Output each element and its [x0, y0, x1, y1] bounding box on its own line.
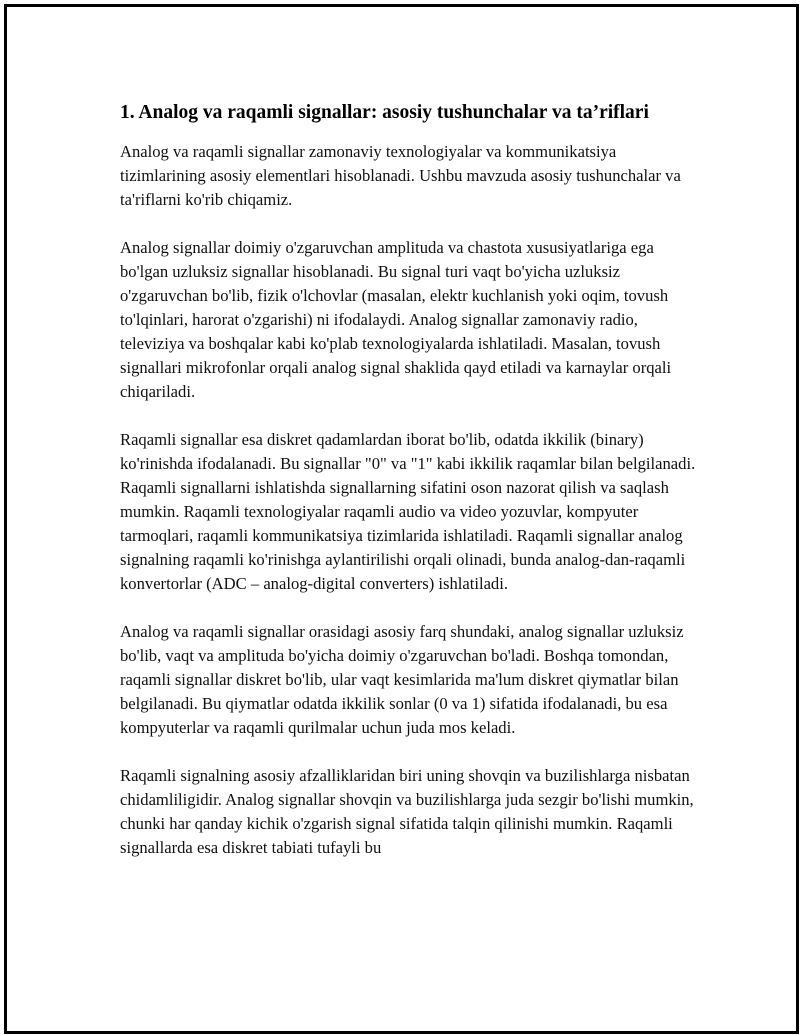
- paragraph-analog-signals: Analog signallar doimiy o'zgaruvchan amplituda va chastota xususiyatlariga ega bo'lgan uzluksiz signallar hisoblanadi. Bu signal turi vaqt bo'yicha uzluksiz o'zgaruvchan bo'lib, fizik o'lchovlar (masalan, elektr kuchlanish yoki oqim, tovush to'lqinlari, harorat o'zgarishi) ni ifodalaydi. Analog signallar zamonaviy radio, televiziya va boshqalar kabi ko'plab texnologiyalarda ishlatiladi. Masalan, tovush signallari mikrofonlar orqali analog signal shaklida qayd etiladi va karnaylar orqali chiqariladi.: [120, 238, 672, 401]
- paragraph-differences: Analog va raqamli signallar orasidagi asosiy farq shundaki, analog signallar uzluksiz bo'lib, vaqt va amplituda bo'yicha doimiy o'zgaruvchan bo'ladi. Boshqa tomondan, raqamli signallar diskret bo'lib, ular vaqt kesimlarida ma'lum diskret qiymatlar bilan belgilanadi. Bu qiymatlar odatda ikkilik sonlar (0 va 1) sifatida ifodalanadi, bu esa kompyuterlar va raqamli qurilmalar uchun juda mos keladi.: [120, 622, 684, 737]
- page-frame: [4, 4, 799, 1034]
- paragraph-digital-signals: Raqamli signallar esa diskret qadamlardan iborat bo'lib, odatda ikkilik (binary) ko'rinishda ifodalanadi. Bu signallar "0" va "1" kabi ikkilik raqamlar bilan belgilanadi. Raqamli signallarni ishlatishda signallarning sifatini oson nazorat qilish va saqlash mumkin. Raqamli texnologiyalar raqamli audio va video yozuvlar, kompyuter tarmoqlari, raqamli kommunikatsiya tizimlarida ishlatiladi. Raqamli signallar analog signalning raqamli ko'rinishga aylantirilishi orqali olinadi, bunda analog-dan-raqamli konvertorlar (ADC – analog-digital converters) ishlatiladi.: [120, 430, 696, 593]
- section-heading: 1. Analog va raqamli signallar: asosiy tushunchalar va ta’riflari: [120, 102, 649, 123]
- document-body: [120, 100, 700, 884]
- paragraph-advantages: Raqamli signalning asosiy afzalliklaridan biri uning shovqin va buzilishlarga nisbatan chidamliligidir. Analog signallar shovqin va buzilishlarga juda sezgir bo'lishi mumkin, chunki har qanday kichik o'zgarish signal sifatida talqin qilinishi mumkin. Raqamli signallarda esa diskret tabiati tufayli bu: [120, 766, 694, 857]
- paragraph-intro: Analog va raqamli signallar zamonaviy texnologiyalar va kommunikatsiya tizimlarining asosiy elementlari hisoblanadi. Ushbu mavzuda asosiy tushunchalar va ta'riflarni ko'rib chiqamiz.: [120, 142, 681, 209]
